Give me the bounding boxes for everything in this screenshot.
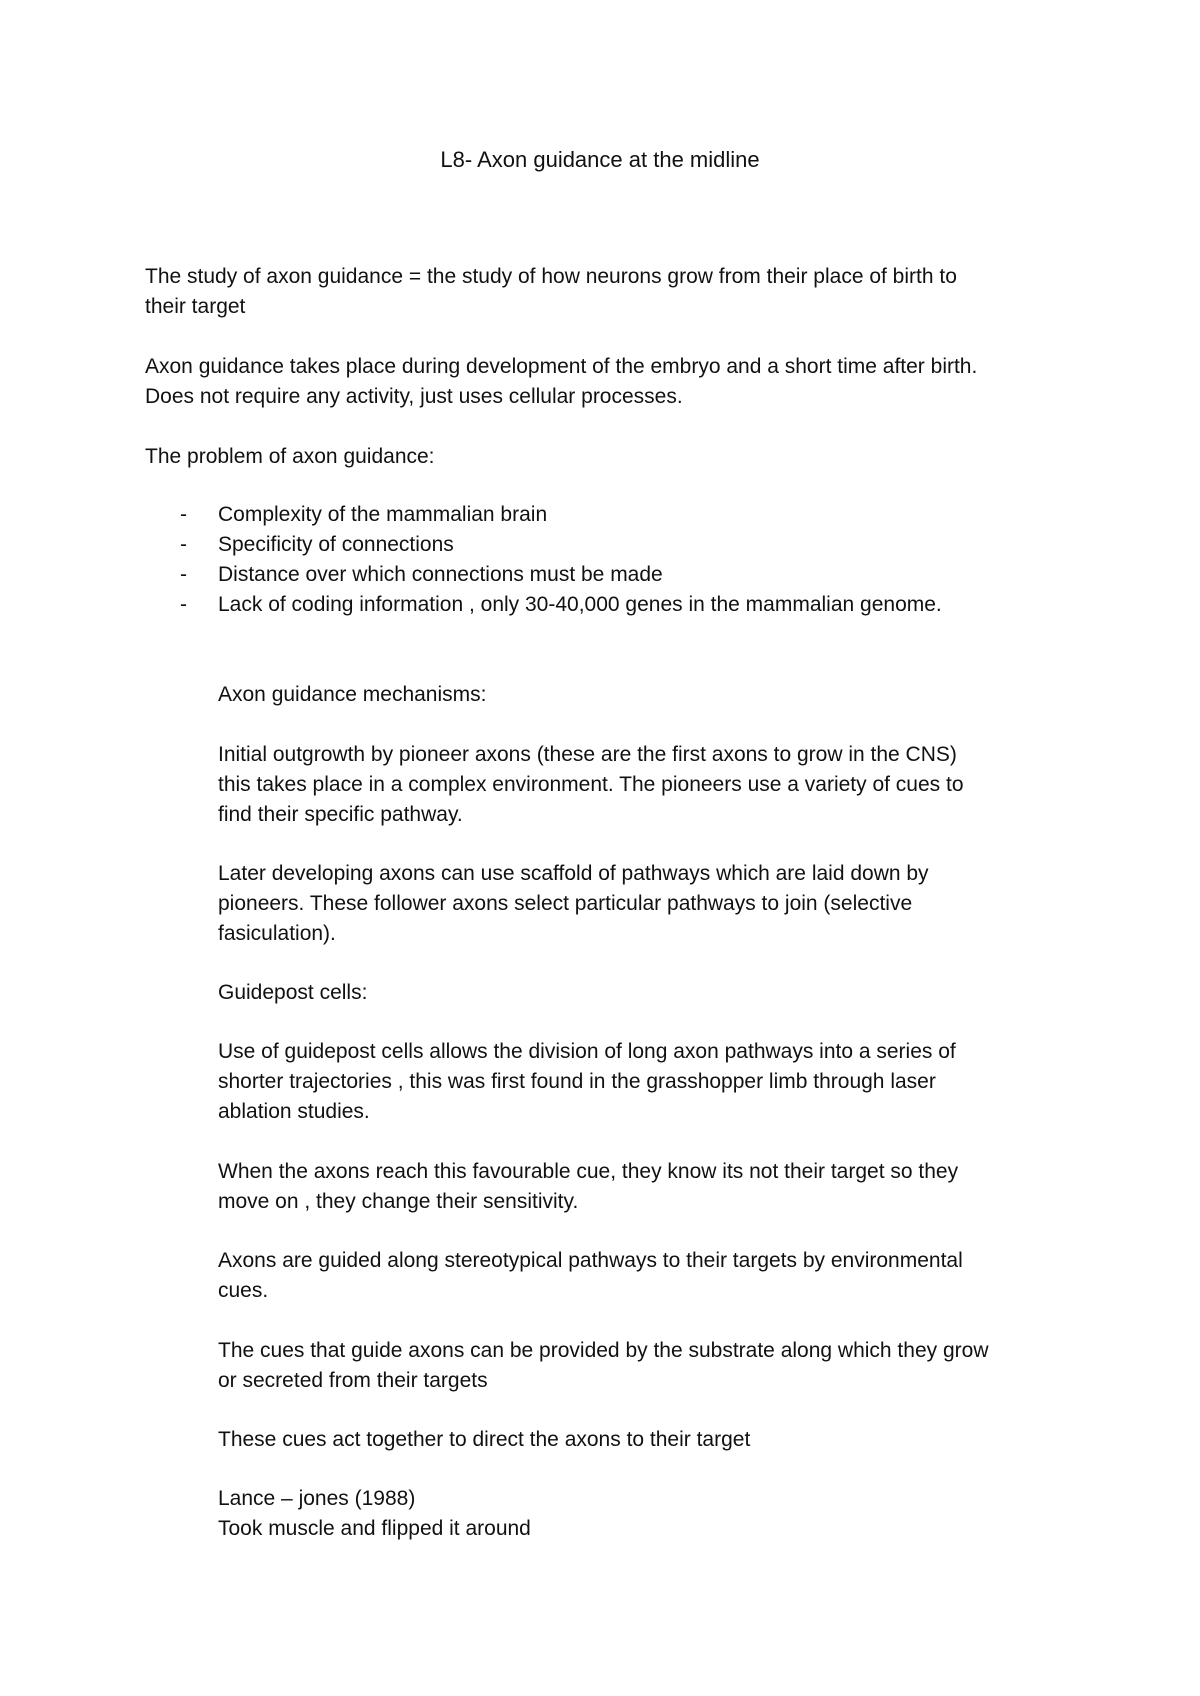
section-heading-mechanisms	[218, 680, 486, 710]
text-line: Initial outgrowth by pioneer axons (these are the first axons to grow in the CNS)	[218, 743, 957, 766]
body-paragraph-stereotypical	[218, 1246, 963, 1306]
text-line: their target	[145, 295, 246, 318]
body-paragraph-guidepost	[218, 1037, 956, 1127]
body-paragraph-cues-substrate	[218, 1336, 988, 1396]
bullet-marker: -	[180, 563, 187, 586]
text-line: Lance – jones (1988)	[218, 1487, 416, 1510]
section-heading-problem	[145, 442, 435, 472]
text-line: find their specific pathway.	[218, 803, 463, 826]
list-item-text: Complexity of the mammalian brain	[218, 503, 548, 526]
bullet-marker: -	[180, 503, 187, 526]
text-line: The study of axon guidance = the study of how neurons grow from their place of birth to	[145, 265, 957, 288]
list-item-text: Distance over which connections must be made	[218, 563, 663, 586]
text-line: Guidepost cells:	[218, 981, 368, 1004]
text-line: Later developing axons can use scaffold of pathways which are laid down by	[218, 862, 929, 885]
list-item-text: Lack of coding information , only 30-40,000 genes in the mammalian genome.	[218, 593, 942, 616]
text-line: Axon guidance mechanisms:	[218, 683, 487, 706]
text-line: When the axons reach this favourable cue, they know its not their target so they	[218, 1160, 959, 1183]
intro-paragraph-1	[145, 262, 957, 322]
body-paragraph-favourable-cue	[218, 1157, 958, 1217]
text-line: this takes place in a complex environment. The pioneers use a variety of cues to	[218, 773, 964, 796]
body-paragraph-pioneer	[218, 740, 964, 830]
text-line: cues.	[218, 1279, 269, 1302]
text-line: Axon guidance takes place during development of the embryo and a short time after birth.	[145, 355, 978, 378]
text-line: The problem of axon guidance:	[145, 445, 435, 468]
text-line: Use of guidepost cells allows the division of long axon pathways into a series of	[218, 1040, 956, 1063]
body-paragraph-cues-together	[218, 1425, 750, 1455]
text-line: Does not require any activity, just uses cellular processes.	[145, 385, 683, 408]
text-line: fasiculation).	[218, 922, 336, 945]
bullet-marker: -	[180, 533, 187, 556]
text-line: move on , they change their sensitivity.	[218, 1190, 579, 1213]
document-title: L8- Axon guidance at the midline	[440, 147, 760, 172]
text-line: shorter trajectories , this was first found in the grasshopper limb through laser	[218, 1070, 936, 1093]
list-item	[180, 500, 942, 530]
section-heading-guidepost	[218, 978, 367, 1008]
intro-paragraph-2	[145, 352, 977, 412]
text-line: Axons are guided along stereotypical pathways to their targets by environmental	[218, 1249, 963, 1272]
problem-bullet-list	[180, 500, 942, 620]
body-paragraph-lance-jones	[218, 1484, 531, 1544]
list-item	[180, 560, 942, 590]
list-item-text: Specificity of connections	[218, 533, 454, 556]
text-line: pioneers. These follower axons select particular pathways to join (selective	[218, 892, 913, 915]
list-item	[180, 530, 942, 560]
text-line: These cues act together to direct the axons to their target	[218, 1428, 751, 1451]
list-item	[180, 590, 942, 620]
bullet-marker: -	[180, 593, 187, 616]
text-line: The cues that guide axons can be provided by the substrate along which they grow	[218, 1339, 989, 1362]
text-line: or secreted from their targets	[218, 1369, 488, 1392]
body-paragraph-follower	[218, 859, 929, 949]
text-line: ablation studies.	[218, 1100, 370, 1123]
text-line: Took muscle and flipped it around	[218, 1517, 531, 1540]
